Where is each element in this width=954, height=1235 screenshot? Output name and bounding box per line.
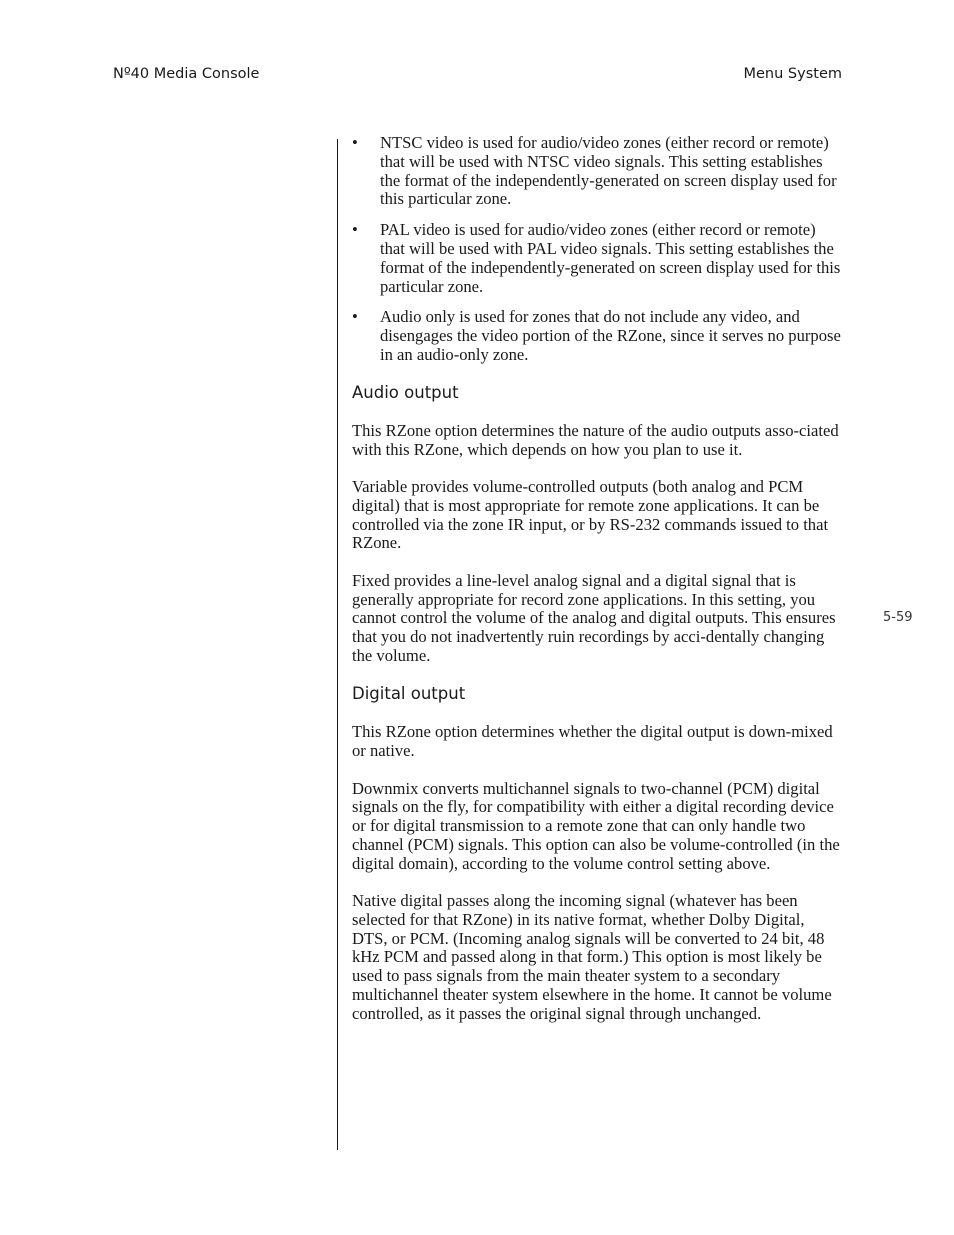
list-item-audio-only: • Audio only is used for zones that do not include any video, and disengages the video portion of the RZone, since it serves no purpose in an audio-only zone. [352, 308, 844, 364]
digital-output-heading: Digital output [352, 684, 466, 704]
audio-output-variable: Variable provides volume-controlled outputs (both analog and PCM digital) that is most appropriate for remote zone applications. It can be controlled via the zone IR input, or by RS-232 commands issued to that RZone. [352, 476, 829, 553]
running-header-title: Nº40 Media Console [113, 66, 260, 82]
digital-output-downmix: Downmix converts multichannel signals to two-channel (PCM) digital signals on the fly, for compatibility with either a digital recording device or for digital transmission to a remote zone that can only handle two channel (PCM) signals. This option can also be volume-controlled (in the digital domain), according to the volume control setting above. [352, 778, 840, 873]
audio-output-heading: Audio output [352, 382, 459, 402]
audio-output-intro: This RZone option determines the nature of the audio outputs asso-ciated with this RZone, which depends on how you plan to use it. [352, 420, 839, 459]
video-format-list [352, 134, 844, 365]
page-number: 5-59 [883, 610, 913, 625]
margin-rule [337, 139, 338, 1150]
list-item-ntsc: • NTSC video is used for audio/video zones (either record or remote) that will be used with NTSC video signals. This setting establishes the format of the independently-generated on screen display used for this particular zone. [352, 134, 844, 209]
list-item-pal: • PAL video is used for audio/video zones (either record or remote) that will be used with PAL video signals. This setting establishes the format of the independently-generated on screen display used for this particular zone. [352, 221, 844, 296]
audio-output-fixed: Fixed provides a line-level analog signal and a digital signal that is generally appropriate for record zone applications. In this setting, you cannot control the volume of the analog and digital outputs. This ensures that you do not inadvertently ruin recordings by acci-dentally changing the volume. [352, 570, 836, 665]
running-header-section: Menu System [743, 66, 842, 82]
main-content [352, 134, 844, 1042]
digital-output-native: Native digital passes along the incoming signal (whatever has been selected for that RZone) in its native format, whether Dolby Digital, DTS, or PCM. (Incoming analog signals will be converted to 24 bit, 48 kHz PCM and passed along in that form.) This option is most likely be used to pass signals from the main theater system to a secondary multichannel theater system elsewhere in the home. It cannot be volume controlled, as it passes the original signal through unchanged. [352, 891, 832, 1023]
digital-output-intro: This RZone option determines whether the digital output is down-mixed or native. [352, 722, 833, 761]
